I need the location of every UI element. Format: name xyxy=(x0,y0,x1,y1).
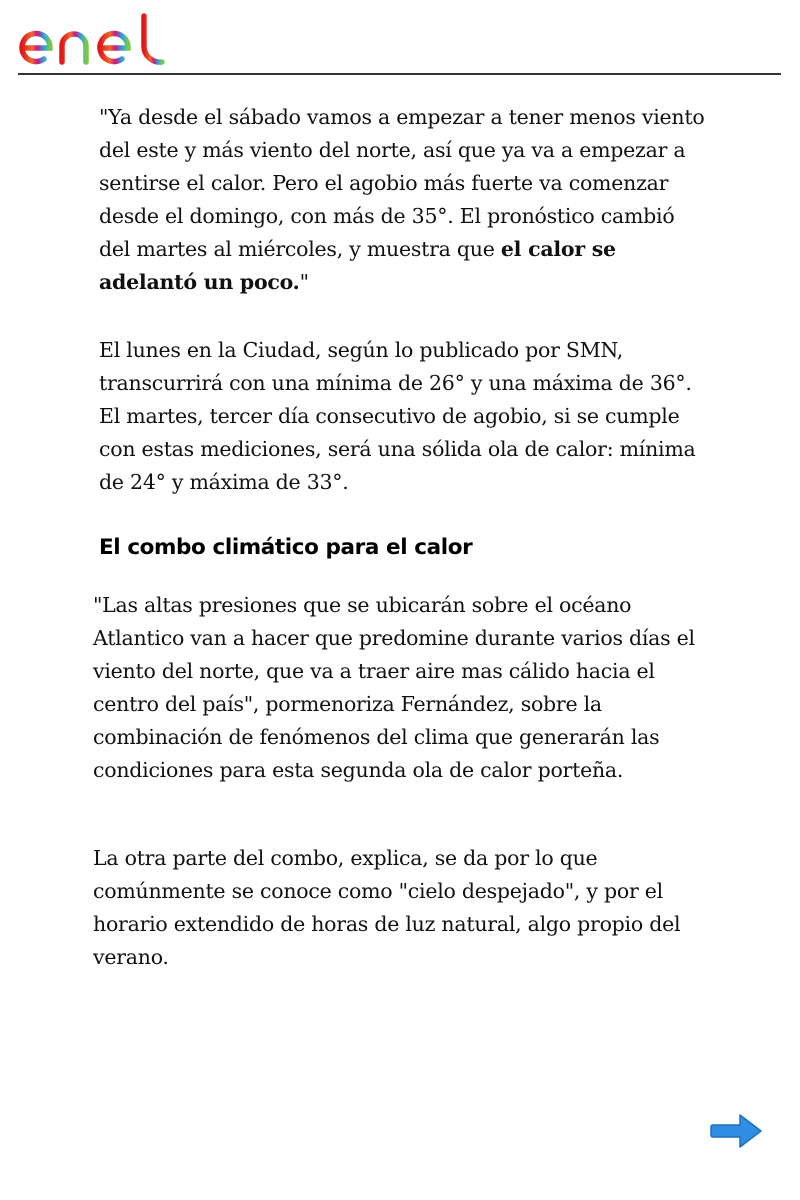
article-paragraph-4: La otra parte del combo, explica, se da por lo que comúnmente se conoce como "cielo despejado", y por el horario extendido de horas de luz natural, algo propio del verano. xyxy=(93,846,681,969)
article-paragraph-2: El lunes en la Ciudad, según lo publicado por SMN, transcurrirá con una mínima de 26° y una máxima de 36°. El martes, tercer día consecutivo de agobio, si se cumple con estas mediciones, será una sólida ola de calor: mínima de 24° y máxima de 33°. xyxy=(99,338,696,494)
site-header xyxy=(0,0,800,76)
enel-logo[interactable] xyxy=(16,8,176,68)
emphasis-text: el calor se adelantó un poco. xyxy=(99,237,616,294)
section-heading: El combo climático para el calor xyxy=(99,535,473,560)
article-paragraph-1: "Ya desde el sábado vamos a empezar a tener menos viento del este y más viento del norte, así que ya va a empezar a sentirse el calor. Pero el agobio más fuerte va comenzar desde el domingo, con más de 35°. El pronóstico cambió del martes al miércoles, y muestra que el calor se adelantó un poco." xyxy=(99,105,705,294)
header-divider xyxy=(18,73,781,75)
article-paragraph-3: "Las altas presiones que se ubicarán sobre el océano Atlantico van a hacer que predomine durante varios días el viento del norte, que va a traer aire mas cálido hacia el centro del país", pormenoriza Fernández, sobre la combinación de fenómenos del clima que generarán las condiciones para esta segunda ola de calor porteña. xyxy=(93,593,695,782)
arrow-right-icon[interactable] xyxy=(710,1112,764,1150)
